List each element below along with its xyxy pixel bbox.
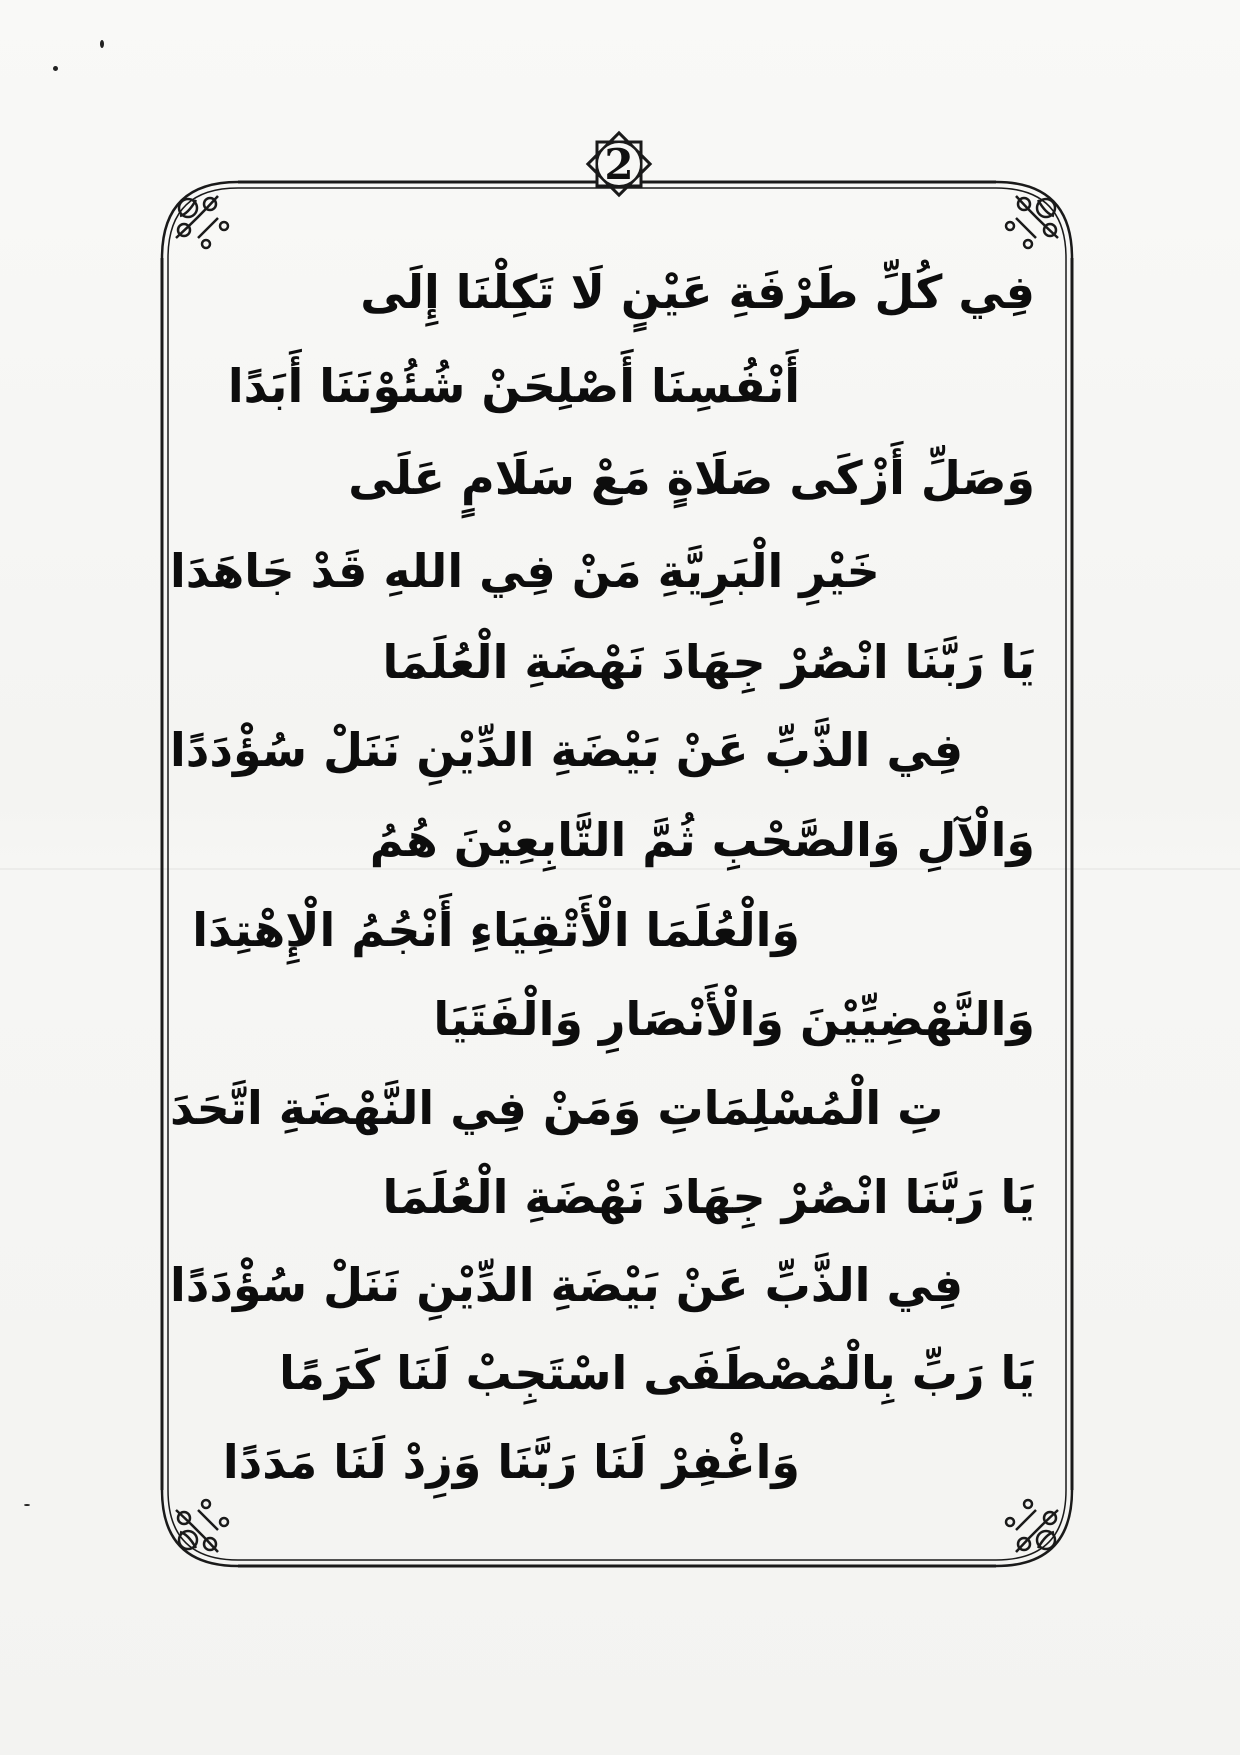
verse-line-12: فِي الذَّبِّ عَنْ بَيْضَةِ الدِّيْنِ نَنَلْ سُؤْدَدًا [170, 1258, 964, 1312]
verse-line-11: يَا رَبَّنَا انْصُرْ جِهَادَ نَهْضَةِ الْعُلَمَا [382, 1170, 1035, 1224]
page-number: 2 [604, 139, 634, 189]
verse-line-8: وَالْعُلَمَا الْأَتْقِيَاءِ أَنْجُمُ الْإِهْتِدَا [192, 903, 800, 957]
verse-line-14: وَاغْفِرْ لَنَا رَبَّنَا وَزِدْ لَنَا مَدَدًا [222, 1435, 800, 1489]
ink-speck [100, 40, 104, 48]
verse-line-9: وَالنَّهْضِيِّيْنَ وَالْأَنْصَارِ وَالْفَتَيَا [433, 992, 1035, 1046]
verse-line-5: يَا رَبَّنَا انْصُرْ جِهَادَ نَهْضَةِ الْعُلَمَا [382, 635, 1035, 689]
verse-line-4: خَيْرِ الْبَرِيَّةِ مَنْ فِي اللهِ قَدْ جَاهَدَا [170, 544, 880, 598]
verse-line-2: أَنْفُسِنَا أَصْلِحَنْ شُئُوْنَنَا أَبَدًا [227, 359, 800, 413]
ink-speck [53, 66, 58, 71]
ink-speck [24, 1504, 30, 1506]
verse-line-1: فِي كُلِّ طَرْفَةِ عَيْنٍ لَا تَكِلْنَا إِلَى [360, 265, 1035, 319]
verse-line-10: تِ الْمُسْلِمَاتِ وَمَنْ فِي النَّهْضَةِ اتَّحَدَ [170, 1081, 944, 1135]
verse-line-3: وَصَلِّ أَزْكَى صَلَاةٍ مَعْ سَلَامٍ عَلَى [348, 451, 1035, 505]
verse-line-7: وَالْآلِ وَالصَّحْبِ ثُمَّ التَّابِعِيْنَ هُمُ [369, 813, 1035, 867]
verse-line-13: يَا رَبِّ بِالْمُصْطَفَى اسْتَجِبْ لَنَا كَرَمًا [279, 1346, 1035, 1400]
verse-line-6: فِي الذَّبِّ عَنْ بَيْضَةِ الدِّيْنِ نَنَلْ سُؤْدَدًا [170, 723, 964, 777]
